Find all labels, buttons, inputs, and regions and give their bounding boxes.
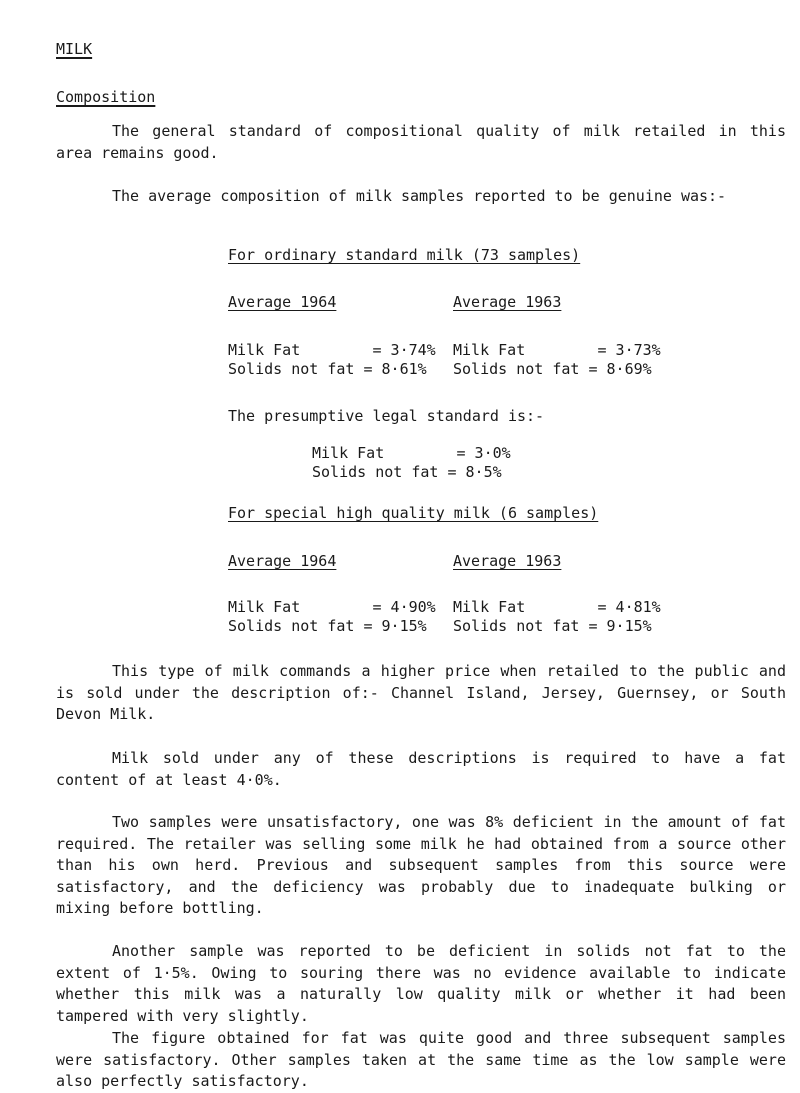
subsection-title: Composition (56, 88, 156, 106)
ordinary-col2-title: Average 1963 (453, 293, 562, 311)
paragraph-fat-requirement: Milk sold under any of these descriptions is required to have a fat content of at least 4·0%. (56, 749, 786, 789)
paragraph-description: This type of milk commands a higher price when retailed to the public and is sold under the description of:- Channel Island, Jersey, Guernsey, or South Devon Milk. (56, 662, 786, 723)
paragraph-unsatisfactory: Two samples were unsatisfactory, one was 8% deficient in the amount of fat required. The retailer was selling some milk he had obtained from a source other than his own herd. Previous and subsequent samples from this source were satisfactory, and the deficiency was probably due to inadequate bulking or mixing before bottling. (56, 813, 786, 917)
special-col1-row1: Milk Fat = 4·90% (228, 598, 436, 616)
paragraph-souring: Another sample was reported to be deficient in solids not fat to the extent of 1·5%. Owing to souring there was no evidence available to indicate whether this milk was a naturally low quality milk or whether it had been tampered with very slightly. (56, 942, 786, 1025)
special-col2-row2: Solids not fat = 9·15% (453, 617, 652, 635)
ordinary-col2-row2: Solids not fat = 8·69% (453, 360, 652, 378)
special-col2-title: Average 1963 (453, 552, 562, 570)
paragraph-quality: The general standard of compositional quality of milk retailed in this area remains good. (56, 122, 786, 162)
paragraph-average: The average composition of milk samples reported to be genuine was:- (112, 187, 727, 205)
ordinary-heading: For ordinary standard milk (73 samples) (228, 246, 581, 264)
special-col1-title: Average 1964 (228, 552, 337, 570)
special-col1-row2: Solids not fat = 9·15% (228, 617, 427, 635)
section-title: MILK (56, 40, 93, 58)
ordinary-col2-row1: Milk Fat = 3·73% (453, 341, 661, 359)
presumptive-row1: Milk Fat = 3·0% (312, 444, 511, 462)
paragraph-subsequent: The figure obtained for fat was quite good and three subsequent samples were satisfactory. Other samples taken at the same time as the low sample were also perfectly satisfactory. (56, 1029, 786, 1090)
special-col2-row1: Milk Fat = 4·81% (453, 598, 661, 616)
presumptive-intro: The presumptive legal standard is:- (228, 407, 545, 425)
ordinary-col1-row1: Milk Fat = 3·74% (228, 341, 436, 359)
ordinary-col1-title: Average 1964 (228, 293, 337, 311)
presumptive-row2: Solids not fat = 8·5% (312, 463, 502, 481)
ordinary-col1-row2: Solids not fat = 8·61% (228, 360, 427, 378)
special-heading: For special high quality milk (6 samples) (228, 504, 599, 522)
